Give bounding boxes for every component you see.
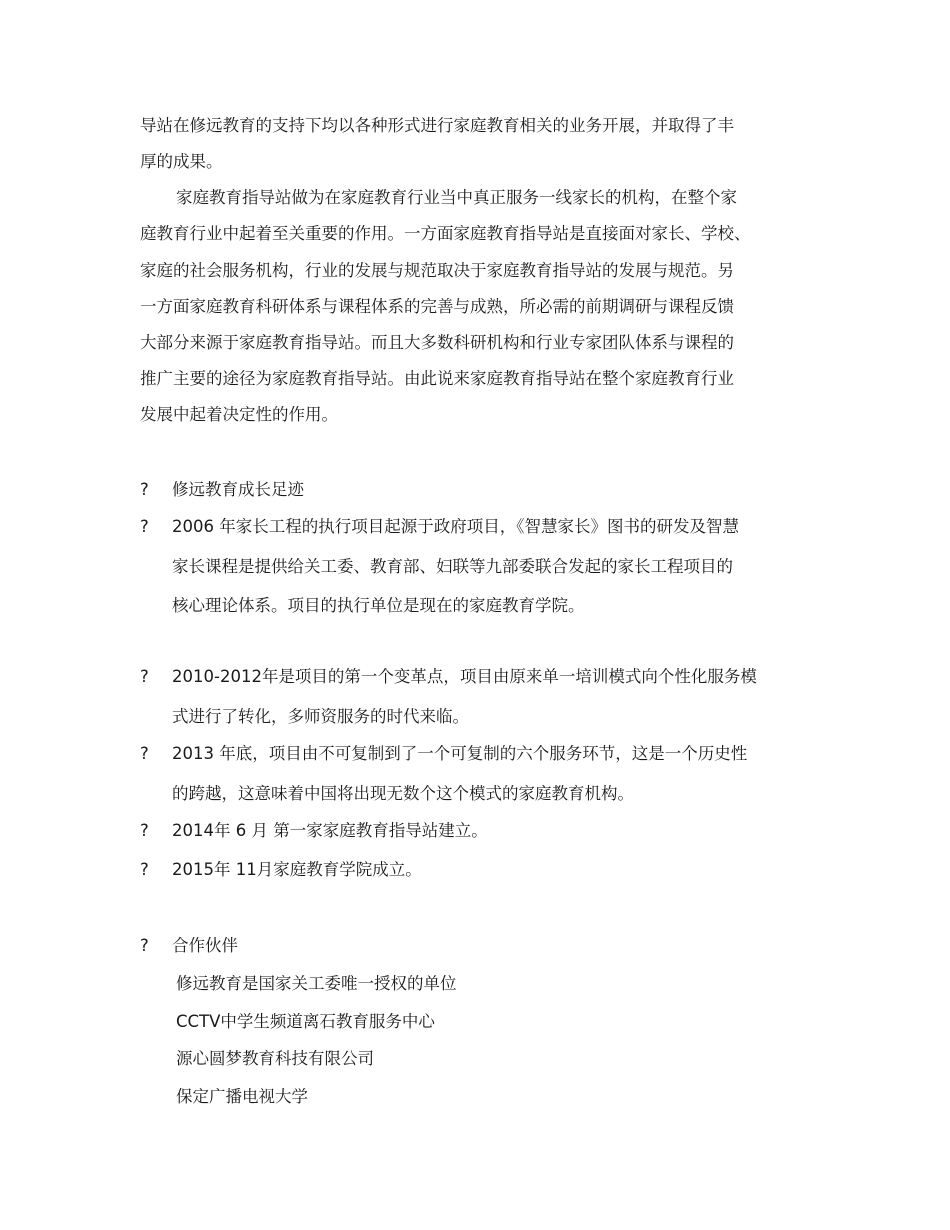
paragraph-line: 庭教育行业中起着至关重要的作用。一方面家庭教育指导站是直接面对家长、学校、: [140, 224, 751, 243]
partner-item: 修远教育是国家关工委唯一授权的单位: [176, 974, 457, 993]
bullet-marker: ?: [140, 936, 149, 955]
paragraph-line: 厚的成果。: [140, 152, 223, 171]
bullet-marker: ?: [140, 821, 149, 840]
section-heading-partners: 合作伙伴: [172, 936, 238, 955]
partner-item: CCTV中学生频道离石教育服务中心: [176, 1012, 435, 1031]
bullet-marker: ?: [140, 480, 149, 499]
history-item-line: 2006 年家长工程的执行项目起源于政府项目，《智慧家长》图书的研发及智慧: [172, 517, 739, 536]
history-item-line: 2014年 6 月 第一家家庭教育指导站建立。: [172, 821, 488, 840]
paragraph-line: 导站在修远教育的支持下均以各种形式进行家庭教育相关的业务开展，并取得了丰: [140, 116, 734, 135]
bullet-marker: ?: [140, 517, 149, 536]
bullet-marker: ?: [140, 667, 149, 686]
paragraph-line: 发展中起着决定性的作用。: [140, 405, 338, 424]
paragraph-line: 家庭的社会服务机构，行业的发展与规范取决于家庭教育指导站的发展与规范。另: [140, 261, 734, 280]
history-item-line: 家长课程是提供给关工委、教育部、妇联等九部委联合发起的家长工程项目的: [172, 557, 733, 576]
paragraph-line: 一方面家庭教育科研体系与课程体系的完善与成熟，所必需的前期调研与课程反馈: [140, 297, 734, 316]
bullet-marker: ?: [140, 860, 149, 879]
bullet-marker: ?: [140, 744, 149, 763]
history-item-line: 2010-2012年是项目的第一个变革点，项目由原来单一培训模式向个性化服务模: [172, 667, 757, 686]
partner-item: 保定广播电视大学: [176, 1087, 308, 1106]
paragraph-line: 推广主要的途径为家庭教育指导站。由此说来家庭教育指导站在整个家庭教育行业: [140, 369, 734, 388]
history-item-line: 的跨越，这意味着中国将出现无数个这个模式的家庭教育机构。: [172, 784, 634, 803]
history-item-line: 式进行了转化，多师资服务的时代来临。: [172, 707, 469, 726]
section-heading-history: 修远教育成长足迹: [172, 480, 304, 499]
history-item-line: 2013 年底，项目由不可复制到了一个可复制的六个服务环节，这是一个历史性: [172, 744, 748, 763]
paragraph-line: 家庭教育指导站做为在家庭教育行业当中真正服务一线家长的机构，在整个家: [176, 188, 737, 207]
history-item-line: 核心理论体系。项目的执行单位是现在的家庭教育学院。: [172, 596, 585, 615]
partner-item: 源心圆梦教育科技有限公司: [176, 1049, 374, 1068]
paragraph-line: 大部分来源于家庭教育指导站。而且大多数科研机构和行业专家团队体系与课程的: [140, 333, 734, 352]
history-item-line: 2015年 11月家庭教育学院成立。: [172, 860, 422, 879]
